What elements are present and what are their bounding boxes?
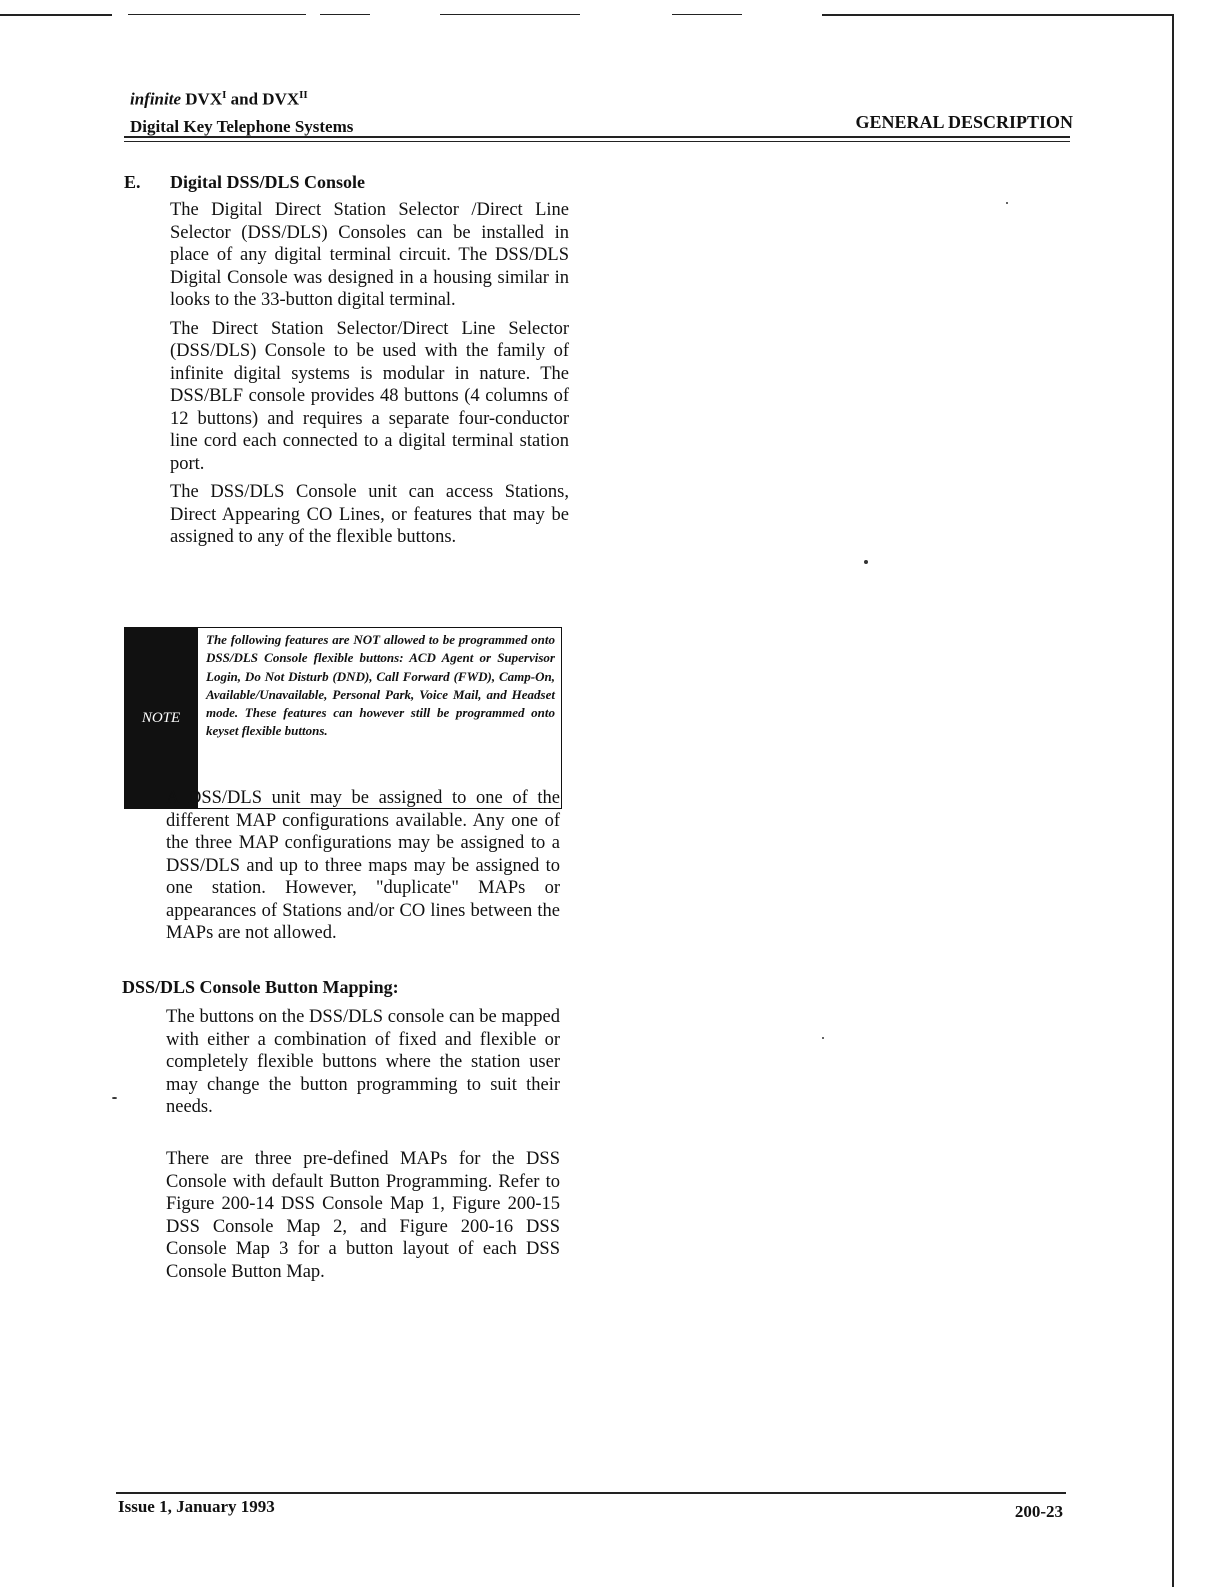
header-rule xyxy=(124,136,1070,138)
top-rule xyxy=(320,14,370,15)
paragraph: The DSS/DLS Console unit can access Stations, Direct Appearing CO Lines, or features that may be assigned to any of the flexible buttons. xyxy=(170,482,569,547)
paragraph: The buttons on the DSS/DLS console can be mapped with either a combination of fixed and flexible or completely flexible buttons where the station user may change the button programming to suit their needs. xyxy=(166,1007,560,1117)
paragraph: There are three pre-defined MAPs for the DSS Console with default Button Programming. Refer to Figure 200-14 DSS Console Map 1, Figure 200-15 DSS Console Map 2, and Figure 200-16 DSS Console Map 3 for a button layout of each DSS Console Button Map. xyxy=(166,1149,560,1282)
section-title: GENERAL DESCRIPTION xyxy=(855,112,1073,132)
page-number: 200-23 xyxy=(1014,1502,1063,1521)
top-rule xyxy=(440,14,580,15)
scan-speck xyxy=(112,1097,117,1099)
note-text: The following features are NOT allowed to be programmed onto DSS/DLS Console flexible buttons: ACD Agent or Supervisor Login, Do Not Disturb (DND), Call Forward (FWD), Camp-On, Available/Unavailable, Personal Park, Voice Mail, and Headset mode. These features can however still be programmed onto keyset flexible buttons. xyxy=(197,628,561,808)
section-heading: E. Digital DSS/DLS Console xyxy=(124,172,366,192)
note-label: NOTE xyxy=(125,628,197,808)
running-header xyxy=(130,82,353,140)
paragraph: The Direct Station Selector/Direct Line Selector (DSS/DLS) Console to be used with the family of infinite digital systems is modular in nature. The DSS/BLF console provides 48 buttons (4 columns of 12 buttons) and requires a separate four-conductor line cord each connected to a digital terminal station port. xyxy=(170,318,569,474)
top-rule xyxy=(822,14,1174,16)
scan-speck xyxy=(822,1037,824,1039)
note-box xyxy=(124,627,562,809)
top-rule xyxy=(672,14,742,15)
header-rule xyxy=(124,141,1070,142)
top-rule xyxy=(128,14,306,15)
product-name: infinite $DVX^I$ and $DVX^{II}$ xyxy=(130,89,308,109)
top-rule xyxy=(0,14,112,16)
footer-rule xyxy=(116,1492,1066,1494)
mapping-heading: DSS/DLS Console Button Mapping: xyxy=(122,977,399,997)
issue-date: Issue 1, January 1993 xyxy=(118,1497,275,1516)
paragraph: The Digital Direct Station Selector /Direct Line Selector (DSS/DLS) Consoles can be installed in place of any digital terminal circuit. The DSS/DLS Digital Console was designed in a housing similar in looks to the 33-button digital terminal. xyxy=(170,200,569,310)
right-border xyxy=(1172,14,1174,1587)
scan-speck xyxy=(1006,202,1008,204)
product-subtitle: Digital Key Telephone Systems xyxy=(130,116,354,136)
scan-speck xyxy=(864,560,868,564)
paragraph: A DSS/DLS unit may be assigned to one of the different MAP configurations available. Any one of the three MAP configurations may be assigned to a DSS/DLS and up to three maps may be assigned to one station. However, "duplicate" MAPs or appearances of Stations and/or CO lines between the MAPs are not allowed. xyxy=(166,788,560,943)
section-e xyxy=(124,172,569,555)
